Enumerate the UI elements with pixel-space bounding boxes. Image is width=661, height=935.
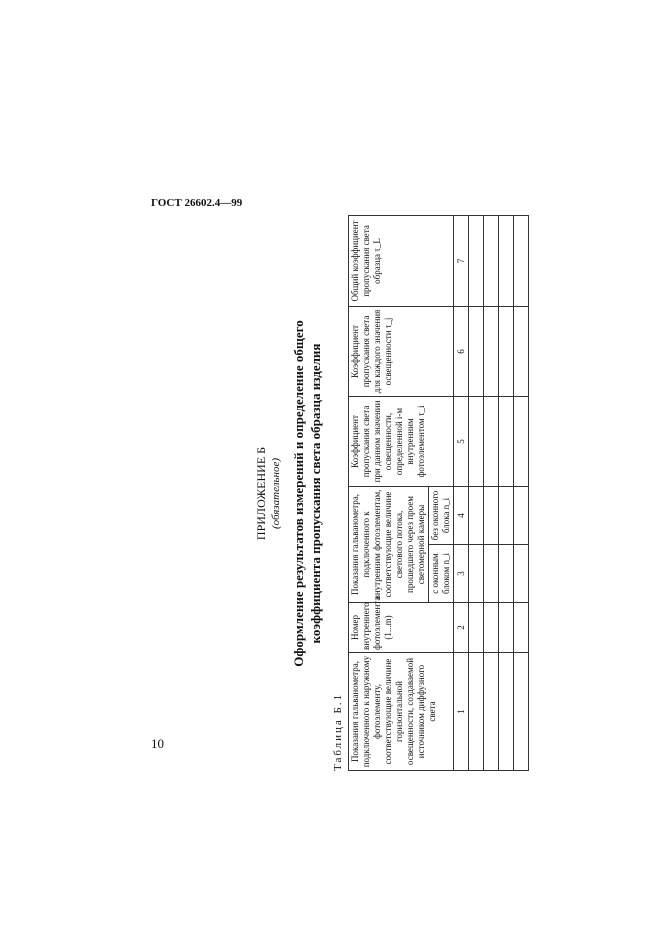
header-col4: без оконного блока n_i: [429, 486, 454, 544]
appendix-title: ПРИЛОЖЕНИЕ Б: [254, 446, 268, 541]
header-row: [349, 215, 429, 770]
column-number: 6: [454, 306, 469, 396]
header-col1: Показания гальванометра, подключенного к наружному фотоэлементу, соответствующие величине горизонтальной освещенности, создаваемой источником диффузного света: [349, 653, 454, 771]
column-number: 7: [454, 215, 469, 306]
table-label: Таблица Б.1: [332, 692, 344, 771]
heading-line-1: Оформление результатов измерений и определение общего: [291, 320, 306, 667]
table-row: [514, 215, 529, 770]
column-number: 3: [454, 545, 469, 603]
table-row: [499, 215, 514, 770]
column-number: 4: [454, 486, 469, 544]
table-row: [469, 215, 484, 770]
header-col5: Коэффициент пропускания света при данном значении освещенности, определенной i-м внутренним фотоэлементом τ_i: [349, 396, 454, 486]
appendix-subtitle: (обязательное): [270, 457, 282, 530]
header-col3: с оконным блоком n_i: [429, 545, 454, 603]
header-col34: Показания гальванометра, подключенного к внутренним фотоэлементам, соответствующие величине светового потока, прошедшего через проем светомерной камеры: [349, 486, 429, 602]
header-col6: Коэффициент пропускания света для каждого значения освещенности τ_j: [349, 306, 454, 396]
column-number: 5: [454, 396, 469, 486]
column-number: 1: [454, 653, 469, 771]
header-col2: Номер внутреннего фотоэлемента (1...m): [349, 603, 454, 653]
section-heading: [290, 216, 324, 771]
header-col7: Общий коэффициент пропускания света образца τ_L: [349, 215, 454, 306]
table-row: [484, 215, 499, 770]
column-number-row: [454, 215, 469, 770]
column-number: 2: [454, 603, 469, 653]
results-table: [348, 215, 529, 771]
document-code: ГОСТ 26602.4—99: [151, 197, 243, 209]
page-number: 10: [151, 736, 164, 751]
rotated-content: [172, 216, 466, 771]
heading-line-2: коэффициента пропускания света образца изделия: [308, 343, 323, 644]
